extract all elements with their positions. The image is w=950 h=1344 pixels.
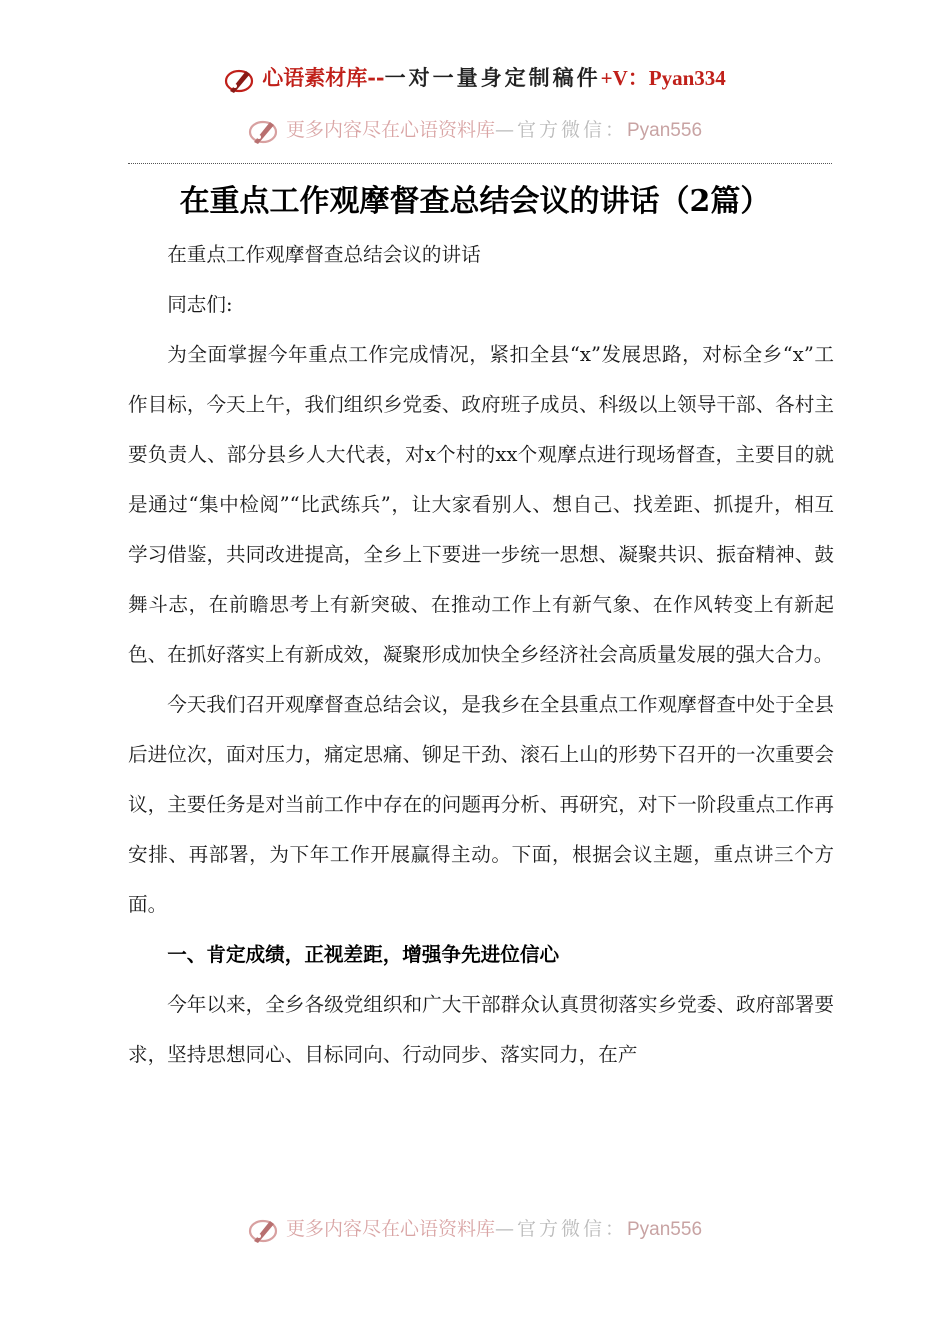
header-divider [128, 163, 832, 164]
paragraph: 今天我们召开观摩督查总结会议，是我乡在全县重点工作观摩督查中处于全县后进位次，面对压力，痛定思痛、铆足干劲、滚石上山的形势下召开的一次重要会议，主要任务是对当前工作中存在的问题再分析、再研究，对下一阶段重点工作再安排、再部署，为下年工作开展赢得主动。下面，根据会议主题，重点讲三个方面。 [128, 693, 834, 916]
watermark-id: Pyan556 [627, 1219, 703, 1240]
watermark-sub: —官方微信： [494, 119, 627, 141]
pen-logo-icon [248, 116, 282, 146]
document-title: 在重点工作观摩督查总结会议的讲话（2篇） [179, 184, 771, 219]
section-heading: 一、肯定成绩，正视差距，增强争先进位信心 [167, 943, 560, 966]
watermark-text: 更多内容尽在心语资料库 [285, 1218, 495, 1240]
watermark-text: 更多内容尽在心语资料库 [285, 119, 495, 141]
watermark-top [0, 115, 950, 146]
document-body [128, 230, 834, 1080]
watermark-sub: —官方微信： [494, 1218, 627, 1240]
paragraph-subtitle: 在重点工作观摩督查总结会议的讲话 [167, 243, 481, 266]
header-banner [0, 62, 950, 95]
watermark-bottom [0, 1214, 950, 1245]
paragraph: 今年以来，全乡各级党组织和广大干部群众认真贯彻落实乡党委、政府部署要求，坚持思想同心、目标同向、行动同步、落实同力，在产 [128, 993, 834, 1066]
paragraph: 为全面掌握今年重点工作完成情况，紧扣全县“x”发展思路，对标全乡“x”工作目标，今天上午，我们组织乡党委、政府班子成员、科级以上领导干部、各村主要负责人、部分县乡人大代表，对x个村的xx个观摩点进行现场督查，主要目的就是通过“集中检阅”“比武练兵”，让大家看别人、想自己、找差距、抓提升，相互学习借鉴，共同改进提高，全乡上下要进一步统一思想、凝聚共识、振奋精神、鼓舞斗志，在前瞻思考上有新突破、在推动工作上有新气象、在作风转变上有新起色、在抓好落实上有新成效，凝聚形成加快全乡经济社会高质量发展的强大合力。 [128, 343, 834, 666]
brand-name: 心语素材库 [262, 65, 368, 90]
header-contact: +V：Pyan334 [600, 66, 726, 90]
pen-logo-icon [248, 1215, 282, 1245]
pen-logo-icon [224, 65, 258, 95]
header-slogan: 一对一量身定制稿件 [384, 65, 601, 90]
paragraph-salutation: 同志们: [167, 293, 233, 316]
watermark-id: Pyan556 [627, 120, 703, 141]
header-separator: -- [367, 65, 385, 90]
